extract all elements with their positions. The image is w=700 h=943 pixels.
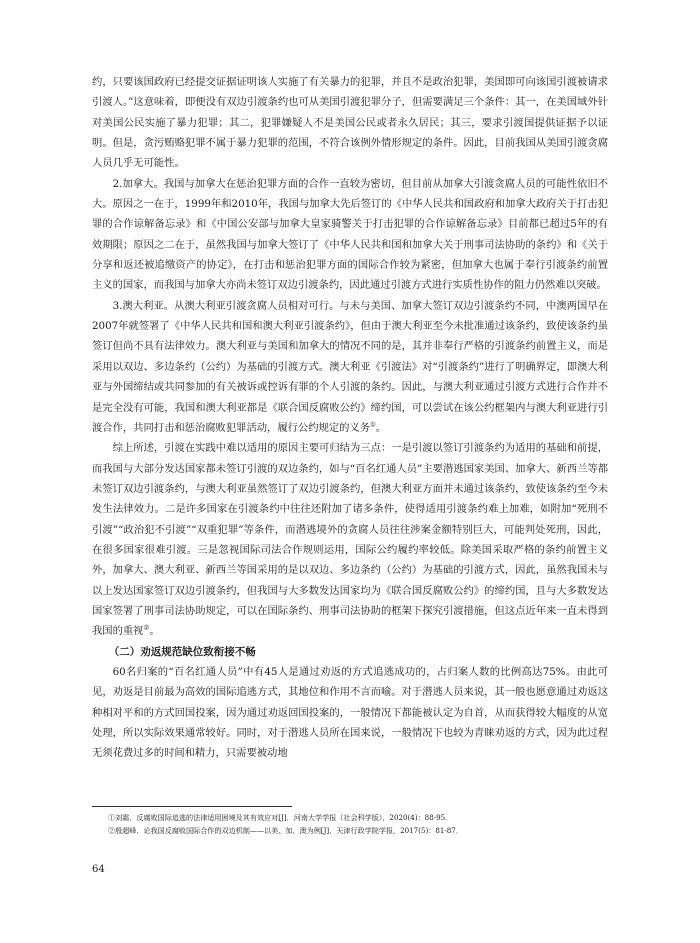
footnote-divider [92,806,292,807]
footnote-ref-2[interactable]: ② [143,623,150,632]
footnote-1: ①刘霜．反腐败国际追逃的法律适用困境及其有效应对[J]．河南大学学报（社会科学版），2020(4)：88-95． [108,813,453,822]
body-text [92,72,608,764]
paragraph-summary-text: 综上所述，引渡在实践中难以适用的原因主要可归结为三点：一是引渡以签订引渡条约为适用的基础和前提，而我国与大部分发达国家都未签订引渡的双边条约，如与“百名红通人员”主要潜逃国家美国、加拿大、新西兰等都未签订双边引渡条约，与澳大利亚虽然签订了双边引渡条约，但澳大利亚方面并未通过该条约，致使该条约至今未发生法律效力。二是许多国家在引渡条约中往往还附加了诸多条件，使得适用引渡条约难上加难，如附加“死刑不引渡”“政治犯不引渡”“双重犯罪”等条件，而潜逃境外的贪腐人员往往涉案金额特别巨大，可能判处死刑，因此，在很多国家很难引渡。三是忽视国际司法合作规则运用，国际公约履约率较低。除美国采取严格的条约前置主义外，加拿大、澳大利亚、新西兰等国采用的是以双边、多边条约（公约）为基础的引渡方式，因此，虽然我国未与以上发达国家签订双边引渡条约，但我国与大多数发达国家均为《联合国反腐败公约》的缔约国，且与大多数发达国家签署了刑事司法协助规定，可以在国际条约、刑事司法协助的框架下探究引渡措施，但这点近年来一直未得到我国的重视 [92,442,608,638]
paragraph-australia-end: 。 [375,421,387,434]
paragraph-persuasion: 60名归案的“百名红通人员”中有45人是通过劝返的方式追逃成功的，占归案人数的比例高达75%。由此可见，劝返是目前最为高效的国际追逃方式，其地位和作用不言而喻。对于潜逃人员来说，其一般也愿意通过劝返这种相对平和的方式回国投案，因为通过劝返回国投案的，一般情况下都能被认定为自首，从而获得较大幅度的从宽处理，所以实际效果通常较好。同时，对于潜逃人员所在国来说，一般情况下也较为青睐劝返的方式，因为此过程无须花费过多的时间和精力，只需要被动地 [92,665,608,760]
paragraph-summary [92,438,608,641]
paragraph-australia-text: 3.澳大利亚。从澳大利亚引渡贪腐人员相对可行。与未与美国、加拿大签订双边引渡条约不同，中澳两国早在2007年就签署了《中华人民共和国和澳大利亚引渡条约》，但由于澳大利亚至今未批准通过该条约，致使该条约虽签订但尚不具有法律效力。澳大利亚与美国和加拿大的情况不同的是，其并非奉行严格的引渡条约前置主义，而是采用以双边、多边条约（公约）为基础的引渡方式。澳大利亚《引渡法》对“引渡条约”进行了明确界定，即澳大利亚与外国缔结或共同参加的有关被诉或控诉有罪的个人引渡的条约。因此，与澳大利亚通过引渡方式进行合作并不是完全没有可能，我国和澳大利亚都是《联合国反腐败公约》缔约国，可以尝试在该公约框架内与澳大利亚进行引渡合作，共同打击和惩治腐败犯罪活动，履行公约规定的义务 [92,299,608,434]
paragraph-continuation: 约，只要该国政府已经提交证据证明该人实施了有关暴力的犯罪，并且不是政治犯罪，美国即可向该国引渡被请求引渡人。”这意味着，即便没有双边引渡条约也可从美国引渡犯罪分子，但需要满足三个条件：其一，在美国域外针对美国公民实施了暴力犯罪；其二，犯罪嫌疑人不是美国公民或者永久居民；其三，要求引渡国提供证据予以证明。但是，贪污贿赂犯罪不属于暴力犯罪的范围，不符合该例外情形规定的条件。因此，目前我国从美国引渡贪腐人员几乎无可能性。 [92,76,608,170]
footnotes [92,811,608,837]
page-number: 64 [92,864,105,875]
paragraph-summary-end: 。 [149,625,160,638]
section-heading: （二）劝返规范缺位致衔接不畅 [108,645,256,658]
footnote-2: ②殷超峰．论我国反腐败国际合作的双边机制——以美、加、澳为例[J]．天津行政学院学报，2017(5)：81-87． [108,826,463,835]
paragraph-australia [92,296,608,438]
footnote-ref-1[interactable]: ① [370,420,376,429]
paragraph-canada: 2.加拿大。我国与加拿大在惩治犯罪方面的合作一直较为密切，但目前从加拿大引渡贪腐人员的可能性依旧不大。原因之一在于，1999年和2010年，我国与加拿大先后签订的《中华人民共和国政府和加拿大政府关于打击犯罪的合作谅解备忘录》和《中国公安部与加拿大皇家骑警关于打击犯罪的合作谅解备忘录》目前都已超过5年的有效期限；原因之二在于，虽然我国与加拿大签订了《中华人民共和国和加拿大关于刑事司法协助的条约》和《关于分享和返还被追缴资产的协定》，在打击和惩治犯罪方面的国际合作较为紧密，但加拿大也属于奉行引渡条约前置主义的国家，而我国与加拿大亦尚未签订双边引渡条约，因此通过引渡方式进行实质性协作的阻力仍然难以突破。 [92,177,608,292]
